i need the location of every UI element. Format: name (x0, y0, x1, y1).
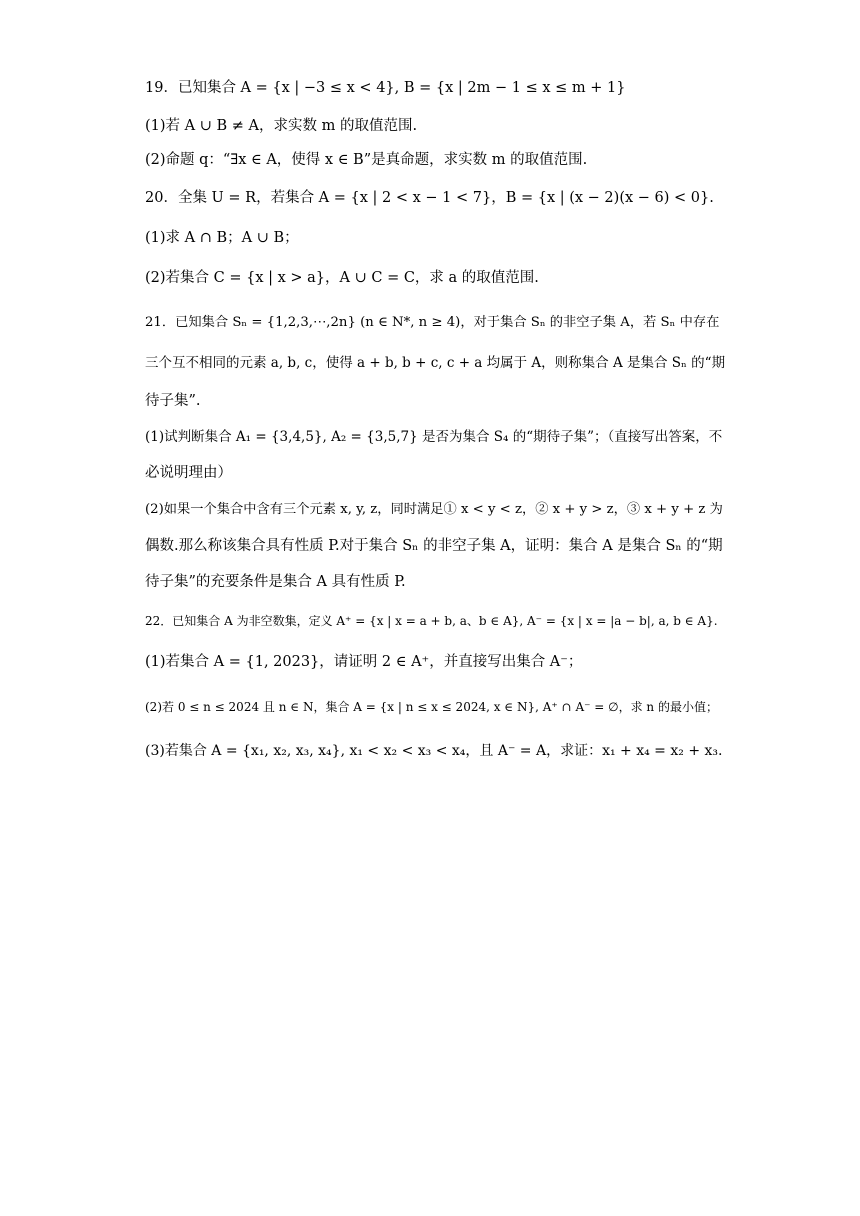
problem-21-statement-line-1: 21．已知集合 Sₙ = {1,2,3,⋯,2n} (n ∈ N*, n ≥ 4)，对于集合 Sₙ 的非空子集 A，若 Sₙ 中存在 (145, 315, 720, 330)
problem-21-part-2-line-1: (2)如果一个集合中含有三个元素 x, y, z，同时满足① x < y < z，② x + y > z，③ x + y + z 为 (145, 502, 723, 517)
problem-22-part-2: (2)若 0 ≤ n ≤ 2024 且 n ∈ N，集合 A = {x | n ≤ x ≤ 2024, x ∈ N}, A⁺ ∩ A⁻ = ∅，求 n 的最小值； (145, 700, 718, 714)
problem-19-statement: 19．已知集合 A = {x | −3 ≤ x < 4}, B = {x | 2m − 1 ≤ x ≤ m + 1} (145, 80, 626, 96)
problem-21-part-2-line-2: 偶数.那么称该集合具有性质 P.对于集合 Sₙ 的非空子集 A，证明：集合 A 是集合 Sₙ 的“期 (145, 538, 723, 554)
problem-21-part-1-line-1: (1)试判断集合 A₁ = {3,4,5}, A₂ = {3,5,7} 是否为集合 S₄ 的“期待子集”；（直接写出答案，不 (145, 429, 723, 445)
problem-22-statement: 22．已知集合 A 为非空数集，定义 A⁺ = {x | x = a + b, a、b ∈ A}, A⁻ = {x | x = |a − b|, a, b ∈ A}. (145, 614, 718, 628)
problem-21-statement-line-3: 待子集”. (145, 393, 201, 409)
problem-22-part-1: (1)若集合 A = {1, 2023}，请证明 2 ∈ A⁺，并直接写出集合 A⁻； (145, 654, 583, 670)
problem-22-part-3: (3)若集合 A = {x₁, x₂, x₃, x₄}, x₁ < x₂ < x₃ < x₄，且 A⁻ = A，求证：x₁ + x₄ = x₂ + x₃. (145, 743, 723, 759)
problem-19-part-1: (1)若 A ∪ B ≠ A，求实数 m 的取值范围. (145, 118, 418, 134)
problem-20-part-1: (1)求 A ∩ B；A ∪ B； (145, 230, 299, 246)
problem-21-part-2-line-3: 待子集”的充要条件是集合 A 具有性质 P. (145, 574, 406, 590)
problem-21-part-1-line-2: 必说明理由） (145, 465, 232, 481)
problem-21-statement-line-2: 三个互不相同的元素 a, b, c，使得 a + b, b + c, c + a 均属于 A，则称集合 A 是集合 Sₙ 的“期 (145, 355, 726, 371)
problem-20-statement: 20．全集 U = R，若集合 A = {x | 2 < x − 1 < 7}，B = {x | (x − 2)(x − 6) < 0}. (145, 190, 714, 206)
problem-19-part-2: (2)命题 q：“∃x ∈ A，使得 x ∈ B”是真命题，求实数 m 的取值范围. (145, 152, 588, 168)
problem-20-part-2: (2)若集合 C = {x | x > a}，A ∪ C = C，求 a 的取值范围. (145, 270, 539, 286)
